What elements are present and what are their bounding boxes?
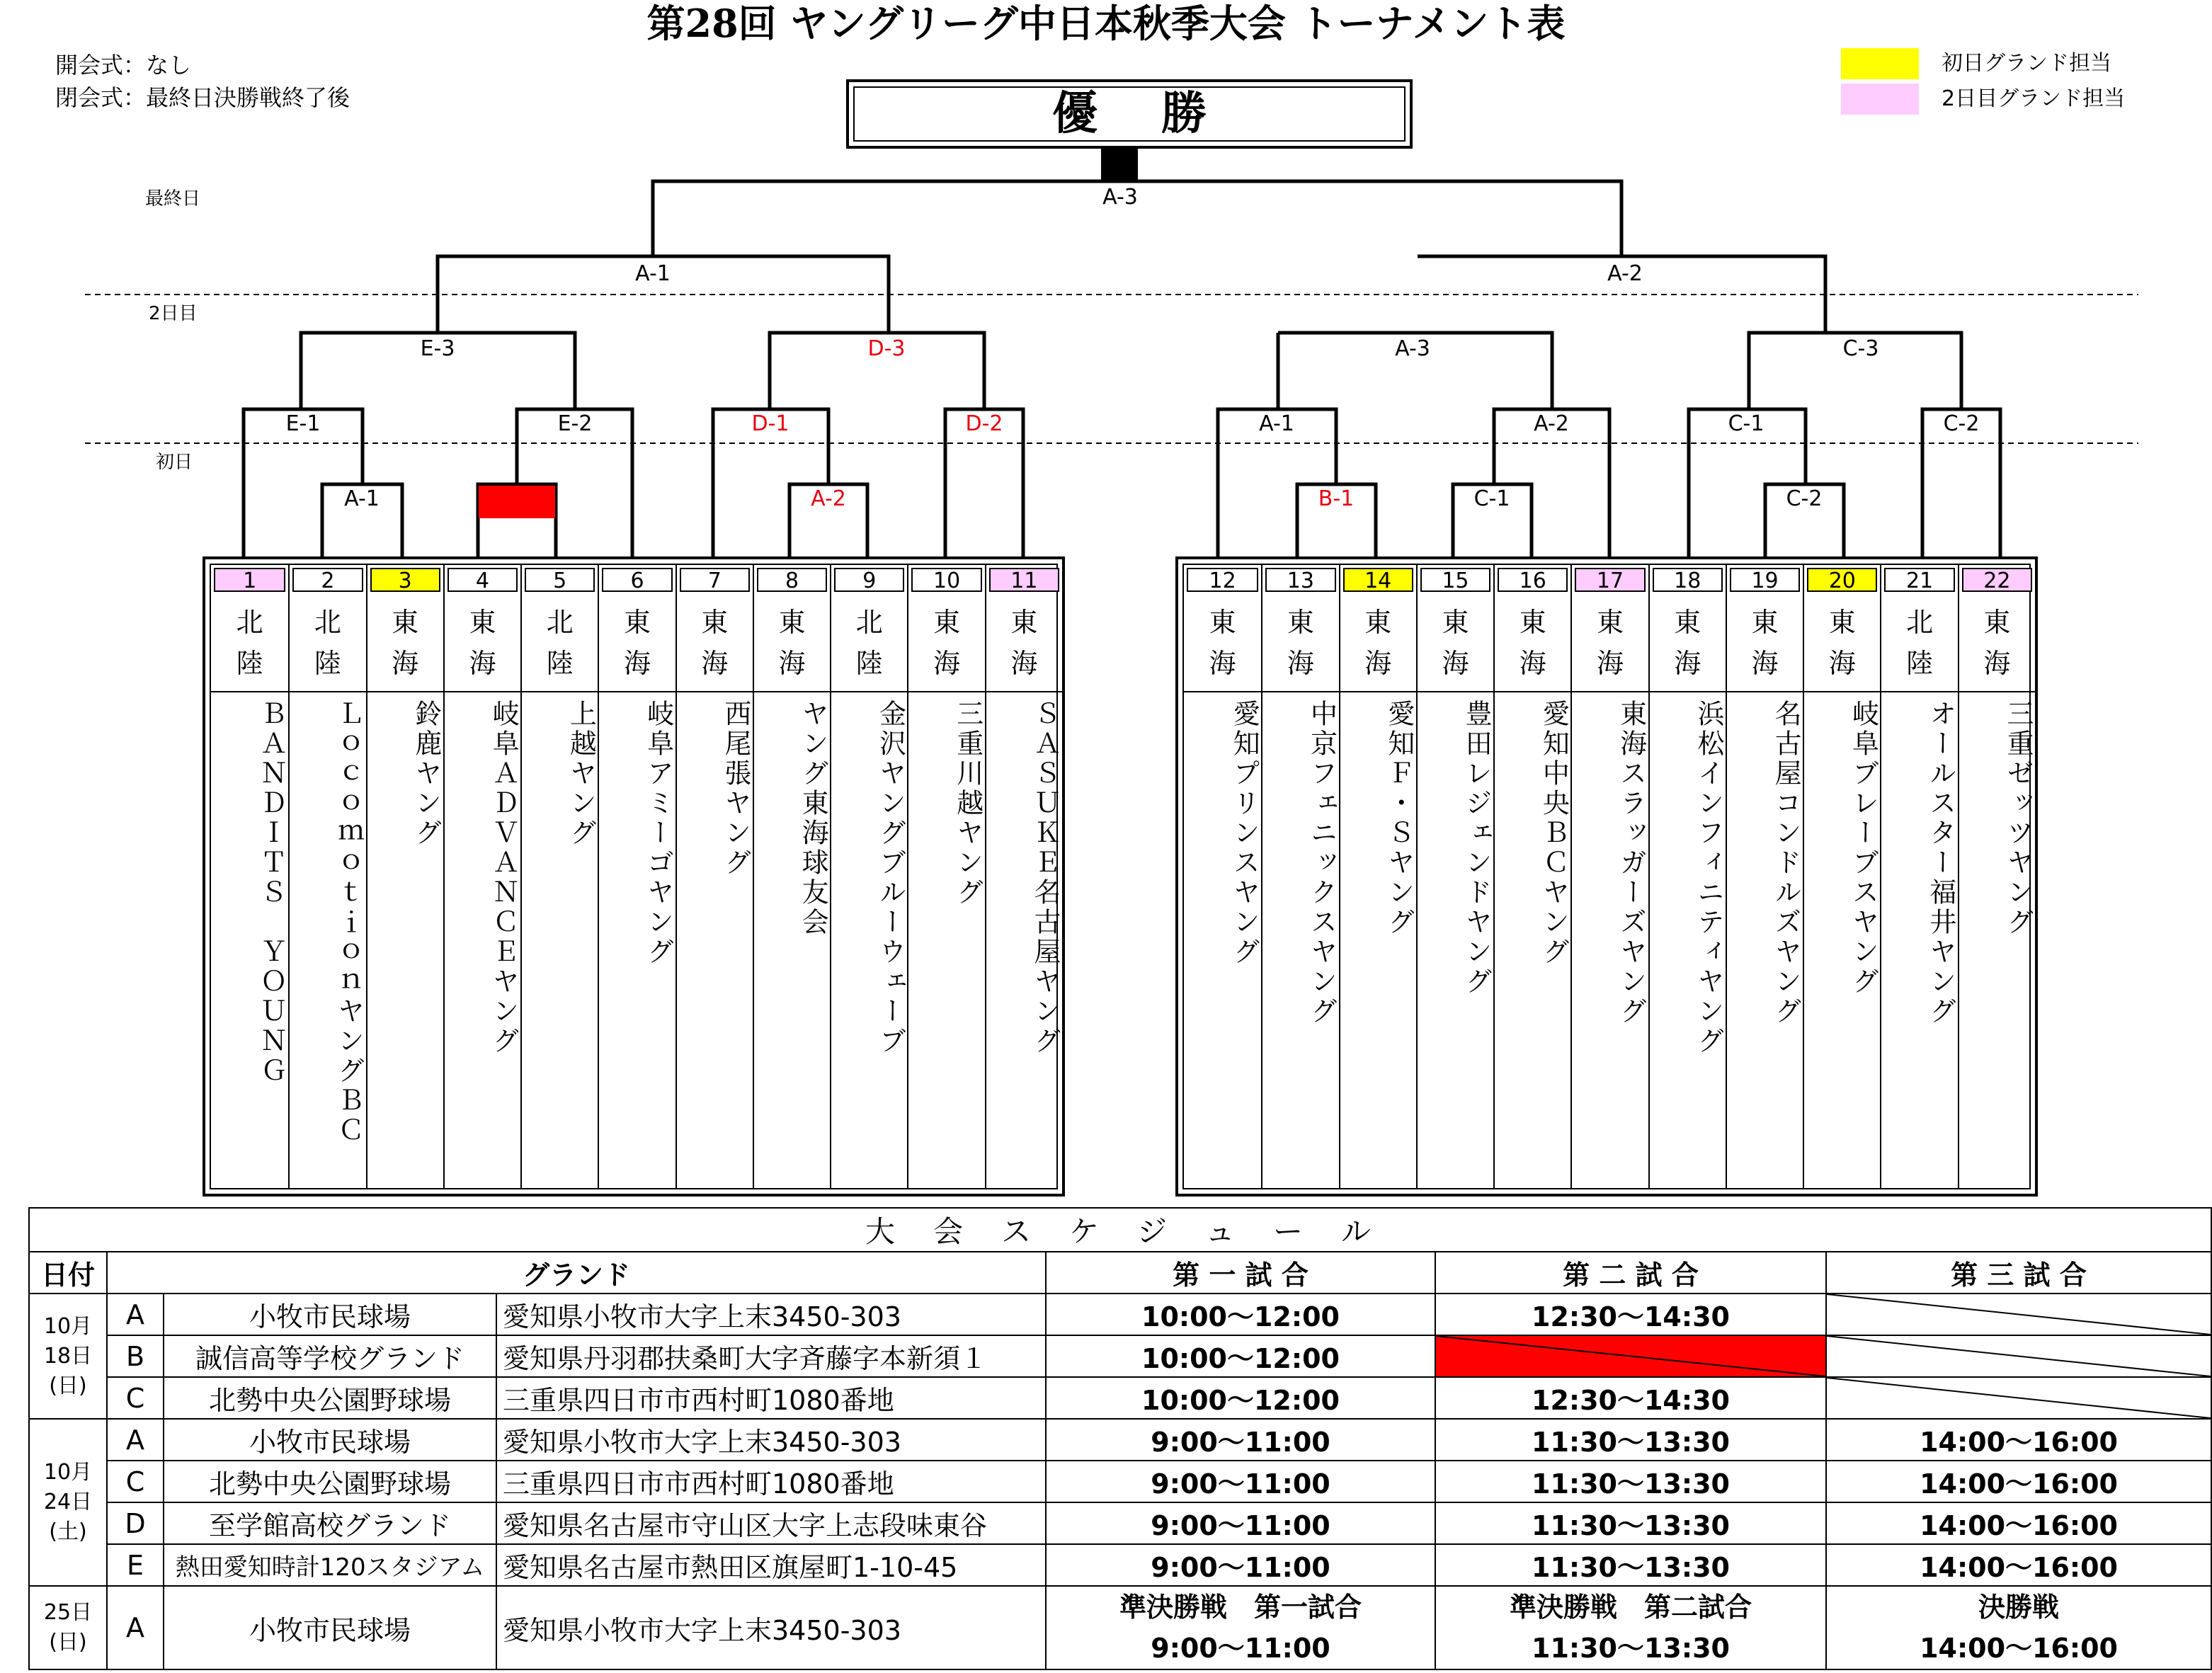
game3-time: 14:00～16:00 — [1826, 1502, 2211, 1544]
team-name: 岐阜ブレーブスヤング — [1847, 700, 1879, 997]
semifinal2-time: 11:30～13:30 — [1532, 1633, 1730, 1664]
game1-time: 9:00～11:00 — [1046, 1419, 1435, 1461]
ground-name: 小牧市民球場 — [164, 1294, 496, 1335]
team-number: 12 — [1187, 568, 1258, 592]
team-column — [985, 565, 1062, 1188]
team-name-cell — [986, 700, 1062, 1056]
ground-name: 誠信高等学校グランド — [164, 1335, 496, 1377]
team-region: 北 陸 — [1881, 596, 1957, 692]
team-name-cell — [908, 700, 984, 908]
game3-time: 14:00～16:00 — [1826, 1544, 2211, 1586]
team-region: 東 海 — [1804, 596, 1880, 692]
team-name-cell — [1184, 700, 1261, 967]
team-column — [1184, 565, 1261, 1188]
team-number: 14 — [1343, 568, 1413, 592]
game3-none — [1826, 1377, 2211, 1419]
match-b1: B-1 — [1318, 486, 1355, 511]
team-number: 15 — [1420, 568, 1490, 592]
team-column — [1339, 565, 1416, 1188]
game2-time: 11:30～13:30 — [1435, 1419, 1826, 1461]
team-name-cell — [1418, 700, 1493, 997]
team-name: 東海スラッガーズヤング — [1615, 700, 1647, 1027]
ground-name: 小牧市民球場 — [164, 1586, 496, 1669]
ground-code: A — [107, 1294, 164, 1335]
header-ground: グランド — [107, 1252, 1046, 1294]
semifinal1-title: 準決勝戦 第一試合 — [1119, 1592, 1362, 1623]
team-name-cell — [1727, 700, 1803, 1027]
bye-marker — [479, 486, 555, 518]
team-number: 4 — [447, 568, 518, 592]
match-e3: E-3 — [420, 336, 455, 361]
semifinal2-cell — [1435, 1586, 1826, 1669]
ground-code: D — [107, 1502, 164, 1544]
ground-address: 愛知県小牧市大字上末3450-303 — [496, 1294, 1046, 1335]
legend-label-day2: 2日目グランド担当 — [1942, 86, 2126, 111]
schedule-table — [28, 1207, 2212, 1670]
team-region: 東 海 — [1495, 596, 1570, 692]
legend-label-day1: 初日グランド担当 — [1942, 51, 2111, 76]
team-column — [520, 565, 598, 1188]
team-name: 愛知プリンスヤング — [1228, 700, 1260, 967]
team-name: 名古屋コンドルズヤング — [1770, 700, 1802, 1027]
team-column — [1416, 565, 1493, 1188]
ground-code: B — [107, 1335, 164, 1377]
team-region: 東 海 — [908, 596, 984, 692]
team-region: 東 海 — [754, 596, 830, 692]
team-name: ヤング東海球友会 — [797, 700, 829, 937]
game2-time: 11:30～13:30 — [1435, 1502, 1826, 1544]
game1-time: 10:00～12:00 — [1046, 1377, 1435, 1419]
team-number: 6 — [602, 568, 672, 592]
team-column — [598, 565, 675, 1188]
team-name-cell — [522, 700, 598, 848]
match-e2: E-2 — [557, 411, 593, 436]
team-name: 岐阜ＡＤＶＡＮＣＥヤング — [488, 700, 520, 1056]
team-name: 三重川越ヤング — [952, 700, 984, 908]
team-column — [830, 565, 907, 1188]
team-name-cell — [831, 700, 907, 1056]
schedule-caption: 大 会 ス ケ ジ ュ ー ル — [29, 1208, 2211, 1252]
day-label-final: 最終日 — [145, 188, 201, 210]
match-la2: A-2 — [811, 486, 846, 511]
team-number: 13 — [1265, 568, 1335, 592]
team-region: 東 海 — [1262, 596, 1338, 692]
team-column — [1803, 565, 1880, 1188]
team-name-cell — [1572, 700, 1648, 1027]
team-number: 17 — [1575, 568, 1645, 592]
final-time: 14:00～16:00 — [1920, 1633, 2118, 1664]
game2-time: 11:30～13:30 — [1435, 1461, 1826, 1502]
ground-name: 小牧市民球場 — [164, 1419, 496, 1461]
team-column — [907, 565, 984, 1188]
date-day1: 10月 18日 (日) — [29, 1294, 107, 1419]
match-r-a2: A-2 — [1534, 411, 1569, 436]
date-day3: 25日 (日) — [29, 1586, 107, 1669]
team-name: ＬｏｃｏｍｏｔｉｏｎヤングＢＣ — [333, 700, 365, 1146]
semifinal1-cell — [1046, 1586, 1435, 1669]
team-region: 北 陸 — [522, 596, 598, 692]
match-c3: C-3 — [1842, 336, 1879, 361]
team-name-cell — [1340, 700, 1416, 937]
team-column — [753, 565, 830, 1188]
match-r-a1: A-1 — [1259, 411, 1294, 436]
game2-time: 12:30～14:30 — [1435, 1377, 1826, 1419]
team-name: オールスター福井ヤング — [1925, 700, 1956, 1027]
match-left-semi: A-1 — [635, 261, 671, 286]
day-label-day1: 初日 — [156, 452, 193, 473]
team-number: 3 — [370, 568, 440, 592]
opening-ceremony-note: 開会式：なし — [55, 52, 192, 79]
match-d1: D-1 — [751, 411, 789, 436]
ground-address: 愛知県小牧市大字上末3450-303 — [496, 1586, 1046, 1669]
ground-address: 愛知県丹羽郡扶桑町大字斉藤字本新須１ — [496, 1335, 1046, 1377]
ground-name: 北勢中央公園野球場 — [164, 1461, 496, 1502]
team-column — [288, 565, 365, 1188]
ground-code: A — [107, 1419, 164, 1461]
team-name: 岐阜アミーゴヤング — [642, 700, 674, 967]
match-final: A-3 — [1102, 185, 1138, 210]
team-region: 東 海 — [1727, 596, 1803, 692]
team-region: 東 海 — [445, 596, 520, 692]
team-column — [366, 565, 443, 1188]
team-name-cell — [1959, 700, 2035, 937]
team-name-cell — [445, 700, 520, 1056]
team-column — [443, 565, 520, 1188]
team-name: 金沢ヤングブルーウェーブ — [874, 700, 906, 1056]
team-number: 19 — [1730, 568, 1800, 592]
match-c1: C-1 — [1728, 411, 1765, 436]
game1-time: 10:00～12:00 — [1046, 1294, 1435, 1335]
match-r-a3: A-3 — [1395, 336, 1430, 361]
team-region: 東 海 — [1340, 596, 1416, 692]
team-panel-left — [203, 556, 1065, 1197]
team-name: 三重ゼッツヤング — [2002, 700, 2034, 937]
tournament-bracket — [0, 0, 2212, 566]
game2-time: 12:30～14:30 — [1435, 1294, 1826, 1335]
match-right-semi: A-2 — [1607, 261, 1643, 286]
team-name: ＢＡＮＤＩＴＳ ＹＯＵＮＧ — [256, 700, 287, 1086]
ground-address: 愛知県名古屋市熱田区旗屋町1-10-45 — [496, 1544, 1046, 1586]
match-la1: A-1 — [344, 486, 380, 511]
team-region: 東 海 — [986, 596, 1062, 692]
team-region: 東 海 — [1184, 596, 1261, 692]
team-number: 20 — [1807, 568, 1877, 592]
team-name-cell — [599, 700, 675, 967]
match-c2: C-2 — [1943, 411, 1980, 436]
team-region: 東 海 — [1959, 596, 2035, 692]
team-name-cell — [211, 700, 288, 1086]
team-number: 21 — [1884, 568, 1954, 592]
day-label-day2: 2日目 — [149, 303, 198, 324]
game2-time: 11:30～13:30 — [1435, 1544, 1826, 1586]
game3-time: 14:00～16:00 — [1826, 1461, 2211, 1502]
team-name-cell — [290, 700, 365, 1146]
final-title: 決勝戦 — [1978, 1592, 2060, 1623]
header-game2: 第 二 試 合 — [1435, 1252, 1826, 1294]
team-column — [675, 565, 753, 1188]
team-column — [1261, 565, 1338, 1188]
ground-address: 愛知県名古屋市守山区大字上志段味東谷 — [496, 1502, 1046, 1544]
closing-ceremony-note: 閉会式：最終日決勝戦終了後 — [55, 84, 350, 111]
team-name: 鈴鹿ヤング — [410, 700, 442, 848]
team-number: 10 — [911, 568, 981, 592]
game3-none — [1826, 1294, 2211, 1335]
semifinal1-time: 9:00～11:00 — [1151, 1633, 1330, 1664]
team-column — [1880, 565, 1957, 1188]
ground-code: E — [107, 1544, 164, 1586]
team-column — [1570, 565, 1648, 1188]
team-region: 東 海 — [1650, 596, 1726, 692]
team-name: 西尾張ヤング — [719, 700, 751, 878]
ground-name: 北勢中央公園野球場 — [164, 1377, 496, 1419]
team-name: 浜松インフィニティヤング — [1692, 700, 1724, 1056]
final-cell — [1826, 1586, 2211, 1669]
team-number: 8 — [757, 568, 827, 592]
team-name-cell — [1881, 700, 1957, 1027]
team-name-cell — [677, 700, 753, 878]
team-name-cell — [367, 700, 443, 848]
ground-code: C — [107, 1377, 164, 1419]
date-day2: 10月 24日 (土) — [29, 1419, 107, 1586]
team-region: 東 海 — [677, 596, 753, 692]
team-column — [211, 565, 288, 1188]
ground-address: 三重県四日市市西村町1080番地 — [496, 1461, 1046, 1502]
team-name: 中京フェニックスヤング — [1306, 700, 1338, 1027]
team-region: 東 海 — [367, 596, 443, 692]
game2-none — [1435, 1335, 1826, 1377]
page-title: 第28回 ヤングリーグ中日本秋季大会 トーナメント表 — [646, 1, 1566, 46]
match-d2: D-2 — [965, 411, 1003, 436]
team-column — [1648, 565, 1726, 1188]
team-name: 愛知Ｆ・Ｓヤング — [1383, 700, 1415, 937]
team-region: 北 陸 — [831, 596, 907, 692]
team-number: 7 — [680, 568, 750, 592]
header-game3: 第 三 試 合 — [1826, 1252, 2211, 1294]
ground-address: 三重県四日市市西村町1080番地 — [496, 1377, 1046, 1419]
team-region: 東 海 — [1418, 596, 1493, 692]
game1-time: 9:00～11:00 — [1046, 1544, 1435, 1586]
game3-time: 14:00～16:00 — [1826, 1419, 2211, 1461]
team-region: 東 海 — [599, 596, 675, 692]
team-number: 22 — [1962, 568, 2032, 592]
semifinal2-title: 準決勝戦 第二試合 — [1509, 1592, 1752, 1623]
team-name-cell — [1650, 700, 1726, 1056]
team-number: 9 — [834, 568, 904, 592]
team-column — [1958, 565, 2035, 1188]
team-number: 11 — [989, 568, 1059, 592]
team-name: 上越ヤング — [565, 700, 597, 848]
team-number: 1 — [214, 568, 285, 592]
team-region: 北 陸 — [211, 596, 288, 692]
ground-name: 熱田愛知時計120スタジアム — [164, 1544, 496, 1586]
ground-address: 愛知県小牧市大字上末3450-303 — [496, 1419, 1046, 1461]
team-number: 5 — [525, 568, 595, 592]
team-column — [1726, 565, 1803, 1188]
game1-time: 9:00～11:00 — [1046, 1502, 1435, 1544]
ground-code: C — [107, 1461, 164, 1502]
match-rc1b: C-1 — [1473, 486, 1510, 511]
game3-none — [1826, 1335, 2211, 1377]
team-column — [1493, 565, 1570, 1188]
match-e1: E-1 — [285, 411, 321, 436]
champion-marker — [1101, 149, 1138, 180]
team-name-cell — [1804, 700, 1880, 997]
team-name: 豊田レジェンドヤング — [1461, 700, 1493, 997]
team-name-cell — [754, 700, 830, 937]
team-number: 18 — [1653, 568, 1723, 592]
game1-time: 9:00～11:00 — [1046, 1461, 1435, 1502]
team-name: 愛知中央ＢＣヤング — [1538, 700, 1570, 967]
team-name: ＳＡＳＵＫＥ名古屋ヤング — [1029, 700, 1061, 1056]
team-name-cell — [1262, 700, 1338, 1027]
team-panel-right — [1175, 556, 2038, 1197]
match-d3: D-3 — [867, 336, 906, 361]
team-number: 16 — [1498, 568, 1568, 592]
match-rc2b: C-2 — [1786, 486, 1823, 511]
team-region: 北 陸 — [290, 596, 365, 692]
ground-code: A — [107, 1586, 164, 1669]
game1-time: 10:00～12:00 — [1046, 1335, 1435, 1377]
team-number: 2 — [292, 568, 363, 592]
team-name-cell — [1495, 700, 1570, 967]
team-region: 東 海 — [1572, 596, 1648, 692]
header-game1: 第 一 試 合 — [1046, 1252, 1435, 1294]
ground-name: 至学館高校グランド — [164, 1502, 496, 1544]
header-date: 日付 — [29, 1252, 107, 1294]
champion-label: 優勝 — [853, 86, 1406, 142]
